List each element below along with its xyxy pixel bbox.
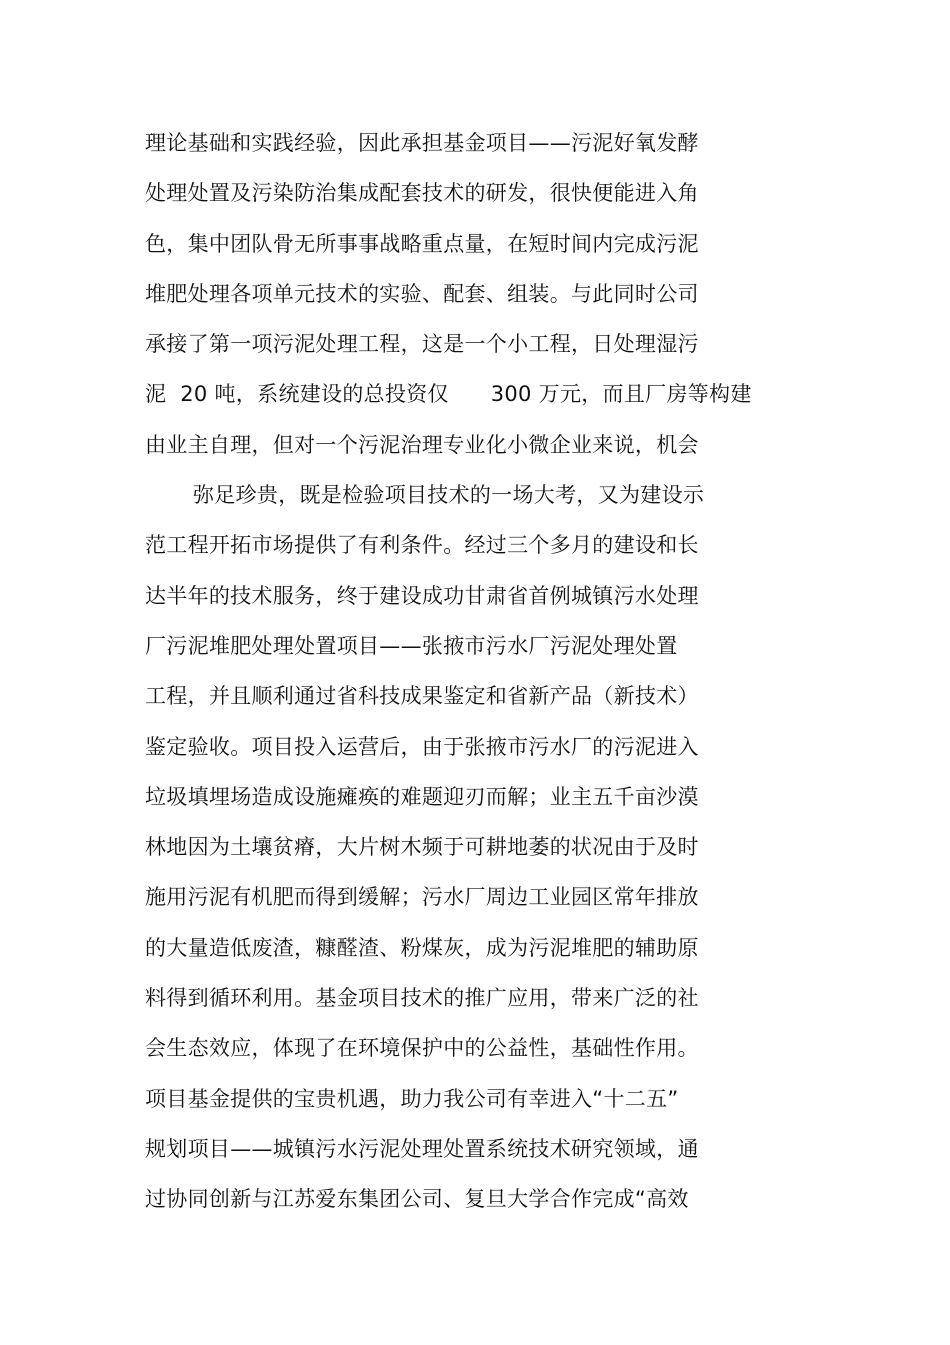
text-line: 泥 20 吨，系统建设的总投资仅 300 万元，而且厂房等构建	[145, 382, 752, 407]
text-line: 理论基础和实践经验，因此承担基金项目——污泥好氧发酵	[145, 131, 699, 155]
text-line: 过协同创新与江苏爱东集团公司、复旦大学合作完成“高效	[145, 1187, 689, 1212]
text-line: 会生态效应，体现了在环境保护中的公益性，基础性作用。	[145, 1036, 699, 1061]
text-line: 的大量造低废渣，糠醛渣、粉煤灰，成为污泥堆肥的辅助原	[145, 935, 699, 960]
text-line-indented: 弥足珍贵，既是检验项目技术的一场大考，又为建设示	[193, 483, 705, 508]
text-line: 达半年的技术服务，终于建设成功甘肃省首例城镇污水处理	[145, 583, 699, 608]
text-line: 垃圾填埋场造成设施瘫痪的难题迎刃而解；业主五千亩沙漠	[145, 784, 699, 809]
text-line: 鉴定验收。项目投入运营后，由于张掖市污水厂的污泥进入	[145, 734, 699, 759]
text-line: 厂污泥堆肥处理处置项目——张掖市污水厂污泥处理处置	[145, 633, 678, 658]
text-line: 工程，并且顺利通过省科技成果鉴定和省新产品（新技术）	[145, 684, 699, 709]
text-line: 施用污泥有机肥而得到缓解；污水厂周边工业园区常年排放	[145, 885, 699, 910]
text-line: 承接了第一项污泥处理工程，这是一个小工程，日处理湿污	[145, 332, 699, 357]
text-line: 规划项目——城镇污水污泥处理处置系统技术研究领域，通	[145, 1136, 699, 1161]
text-line: 项目基金提供的宝贵机遇，助力我公司有幸进入“十二五”	[145, 1086, 679, 1111]
text-line: 范工程开拓市场提供了有利条件。经过三个多月的建设和长	[145, 533, 699, 558]
document-body	[145, 118, 825, 1225]
text-line: 由业主自理，但对一个污泥治理专业化小微企业来说，机会	[145, 432, 699, 457]
text-line: 林地因为土壤贫瘠，大片树木频于可耕地萎的状况由于及时	[145, 835, 699, 860]
text-line: 料得到循环利用。基金项目技术的推广应用，带来广泛的社	[145, 986, 699, 1011]
text-line: 色，集中团队骨无所事事战略重点量，在短时间内完成污泥	[145, 231, 699, 256]
text-line: 处理处置及污染防治集成配套技术的研发，很快便能进入角	[145, 181, 699, 206]
text-line: 堆肥处理各项单元技术的实验、配套、组装。与此同时公司	[145, 281, 699, 306]
